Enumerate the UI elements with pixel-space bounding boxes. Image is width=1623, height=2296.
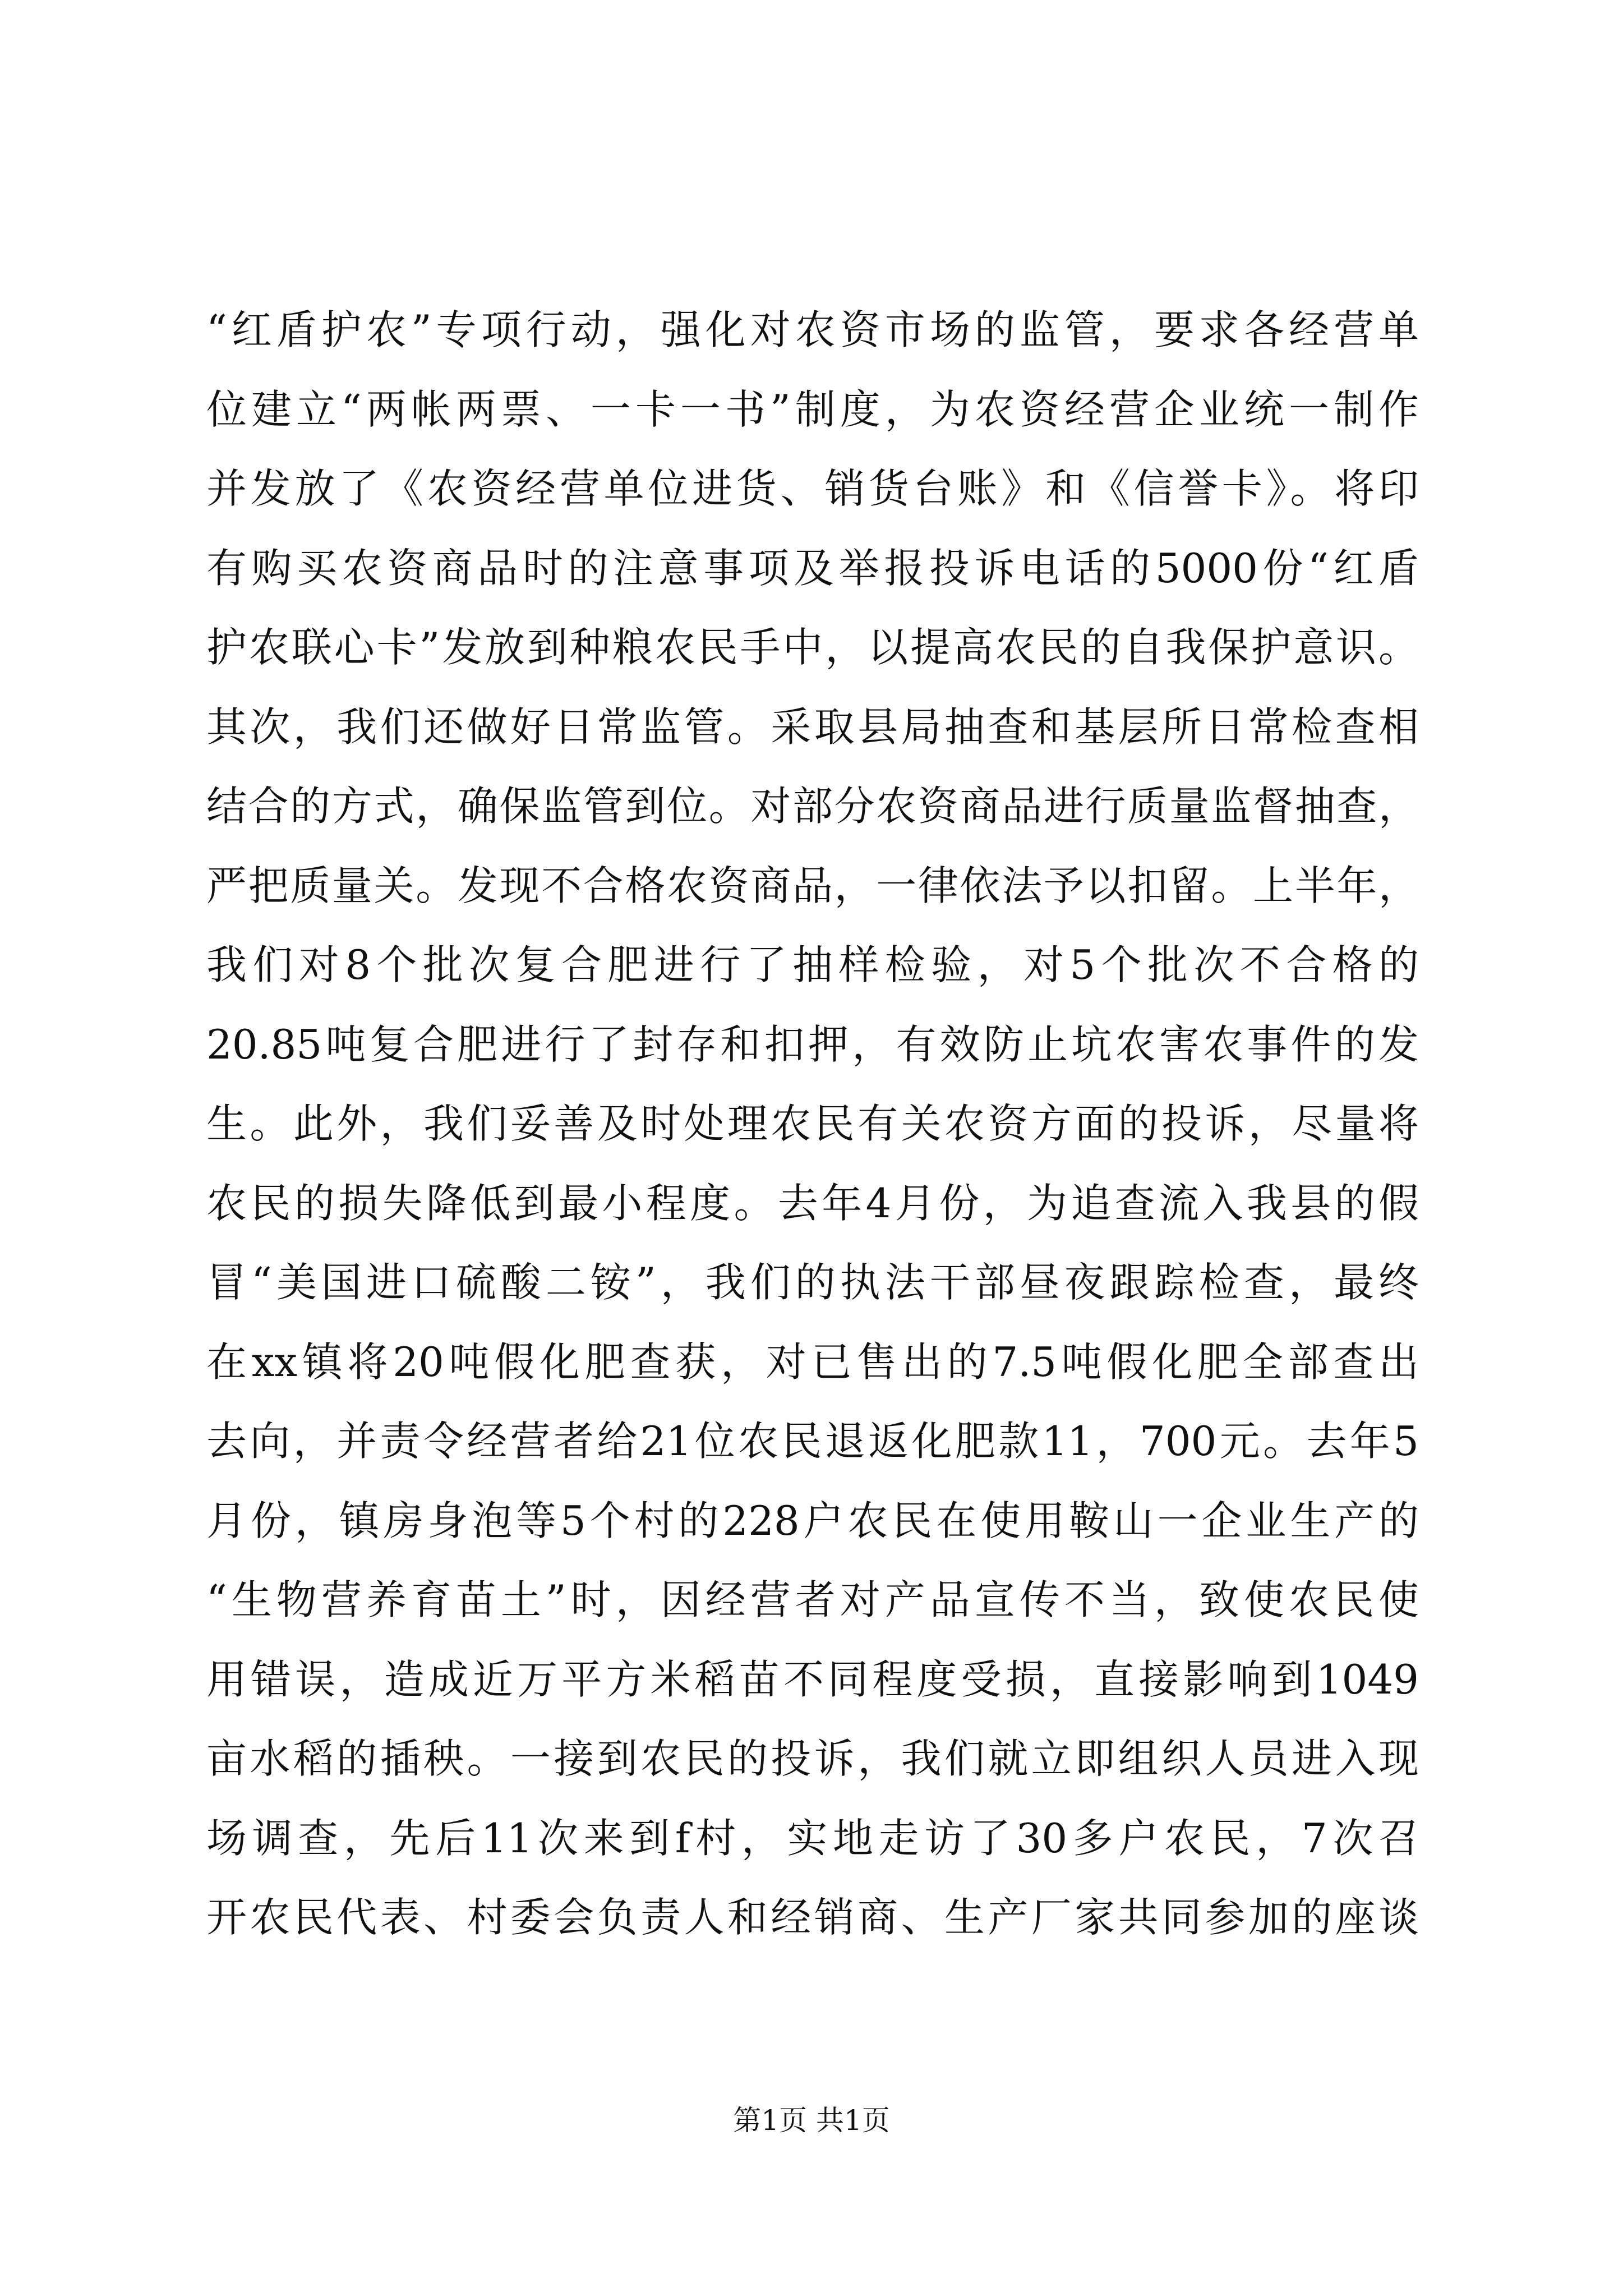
body-text [206,291,1419,1958]
text-line: 我们对8个批次复合肥进行了抽样检验，对5个批次不合格的 [206,941,1419,988]
page-number-label: 第1页 共1页 [733,2104,890,2137]
text-line: 开农民代表、村委会负责人和经销商、生产厂家共同参加的座谈 [206,1894,1419,1941]
text-line: 护农联心卡”发放到种粮农民手中，以提高农民的自我保护意识。 [206,624,1419,671]
text-line: 20.85吨复合肥进行了封存和扣押，有效防止坑农害农事件的发 [206,1020,1419,1068]
text-line: 场调查，先后11次来到f村，实地走访了30多户农民，7次召 [206,1814,1419,1862]
text-line: 生。此外，我们妥善及时处理农民有关农资方面的投诉，尽量将 [206,1100,1419,1147]
text-line: 去向，并责令经营者给21位农民退返化肥款11，700元。去年5 [206,1418,1419,1465]
text-line: 农民的损失降低到最小程度。去年4月份，为追查流入我县的假 [206,1179,1419,1227]
text-line: 在xx镇将20吨假化肥查获，对已售出的7.5吨假化肥全部查出 [206,1338,1419,1386]
page-footer [0,2104,1623,2137]
text-line: 月份，镇房身泡等5个村的228户农民在使用鞍山一企业生产的 [206,1497,1419,1544]
text-line: 冒“美国进口硫酸二铵”，我们的执法干部昼夜跟踪检查，最终 [206,1259,1419,1306]
text-line: 结合的方式，确保监管到位。对部分农资商品进行质量监督抽查， [206,783,1419,830]
text-line: 用错误，造成近万平方米稻苗不同程度受损，直接影响到1049 [206,1655,1419,1703]
text-line: “生物营养育苗土”时，因经营者对产品宣传不当，致使农民使 [206,1576,1419,1623]
text-line: 有购买农资商品时的注意事项及举报投诉电话的5000份“红盾 [206,544,1419,592]
text-line: 并发放了《农资经营单位进货、销货台账》和《信誉卡》。将印 [206,465,1419,512]
text-line: 位建立“两帐两票、一卡一书”制度，为农资经营企业统一制作 [206,385,1419,433]
text-line: 其次，我们还做好日常监管。采取县局抽查和基层所日常检查相 [206,703,1419,751]
text-line: 亩水稻的插秧。一接到农民的投诉，我们就立即组织人员进入现 [206,1735,1419,1782]
text-line: 严把质量关。发现不合格农资商品，一律依法予以扣留。上半年， [206,862,1419,909]
text-line: “红盾护农”专项行动，强化对农资市场的监管，要求各经营单 [206,306,1419,353]
